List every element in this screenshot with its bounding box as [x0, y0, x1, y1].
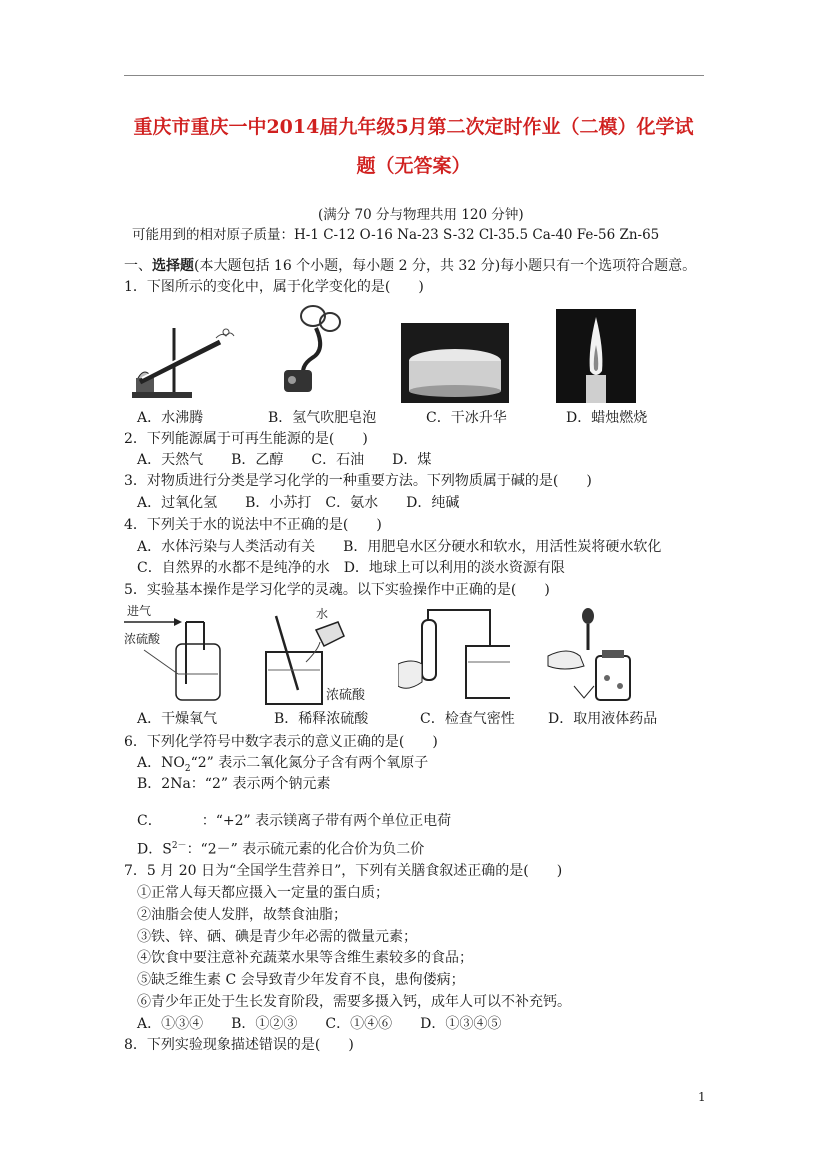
q5-option-c: C．检查气密性 [420, 711, 515, 727]
q5-acid-label: 浓硫酸 [124, 632, 161, 646]
q1-option-a: A．水沸腾 [137, 410, 204, 426]
soap-bubble-apparatus-image [268, 300, 348, 400]
q7-options: A．①③④ B．①②③ C．①④⑥ D．①③④⑤ [137, 1016, 502, 1032]
q7-item-1: ①正常人每天都应摄入一定量的蛋白质； [137, 885, 389, 901]
q4-options-cd: C．自然界的水都不是纯净的水 D．地球上可以利用的淡水资源有限 [137, 560, 565, 576]
q1-option-c: C．干冰升华 [426, 410, 507, 426]
q4-options-ab: A．水体污染与人类活动有关 B．用肥皂水区分硬水和软水，用活性炭将硬水软化 [137, 539, 662, 555]
q7-stem: 7．5 月 20 日为“全国学生营养日”，下列有关膳食叙述正确的是( ) [124, 863, 563, 879]
q3-stem: 3．对物质进行分类是学习化学的一种重要方法。下列物质属于碱的是( ) [124, 473, 592, 489]
q7-item-4: ④饮食中要注意补充蔬菜水果等含维生素较多的食品； [137, 950, 473, 966]
section1-bold: 选择题 [152, 258, 194, 274]
q5-option-d: D．取用液体药品 [548, 711, 658, 727]
q5-option-a: A．干燥氧气 [137, 711, 218, 727]
header-rule [124, 75, 704, 76]
q7-item-3: ③铁、锌、硒、碘是青少年必需的微量元素； [137, 929, 417, 945]
candle-flame-image [556, 309, 636, 403]
q6-option-d: D．$S^{2-}$：“2－” 表示硫元素的化合价为负二价 [137, 841, 425, 858]
q5-acid-label-2: 浓硫酸 [326, 688, 366, 703]
q5-option-b: B．稀释浓硫酸 [274, 711, 369, 727]
q5-stem: 5．实验基本操作是学习化学的灵魂。以下实验操作中正确的是( ) [124, 582, 550, 598]
atomic-masses: 可能用到的相对原子质量：H-1 C-12 O-16 Na-23 S-32 Cl-35.5 Ca-40 Fe-56 Zn-65 [132, 227, 660, 243]
q3-options: A．过氧化氢 B．小苏打 C．氨水 D．纯碱 [137, 495, 460, 511]
q4-stem: 4．下列关于水的说法中不正确的是( ) [124, 517, 382, 533]
dry-ice-image [401, 323, 509, 403]
airtightness-check-image [398, 606, 510, 704]
q2-options: A．天然气 B．乙醇 C．石油 D．煤 [137, 452, 432, 468]
boiling-water-apparatus-image [130, 320, 240, 400]
q2-stem: 2．下列能源属于可再生能源的是( ) [124, 431, 368, 447]
q1-option-b: B．氢气吹肥皂泡 [268, 410, 377, 426]
q1-option-d: D．蜡烛燃烧 [566, 410, 648, 426]
q1-stem: 1．下图所示的变化中，属于化学变化的是( ) [124, 279, 424, 295]
q6-option-b: B．2Na：“2” 表示两个钠元素 [137, 776, 331, 792]
q6-option-c: C． ：“+2” 表示镁离子带有两个单位正电荷 [137, 813, 452, 829]
q7-item-6: ⑥青少年正处于生长发育阶段，需要多摄入钙，成年人可以不补充钙。 [137, 994, 571, 1010]
q8-stem: 8．下列实验现象描述错误的是( ) [124, 1037, 354, 1053]
doc-title-line1: 重庆市重庆一中2014届九年级5月第二次定时作业（二模）化学试 [133, 116, 694, 138]
gas-drying-bottle-image [124, 614, 244, 704]
score-note: (满分 70 分与物理共用 120 分钟) [318, 207, 524, 223]
q5-water-label: 水 [316, 607, 329, 621]
q5-inlet-label: 进气 [127, 604, 152, 618]
section1-heading: 一、选择题(本大题包括 16 个小题，每小题 2 分，共 32 分)每小题只有一个选项符合题意。 [124, 258, 697, 274]
q6-stem: 6．下列化学符号中数字表示的意义正确的是( ) [124, 734, 438, 750]
q7-item-2: ②油脂会使人发胖，故禁食油脂； [137, 907, 347, 923]
q6-option-a: A．$NO_2“2$” 表示二氧化氮分子含有两个氧原子 [137, 755, 429, 774]
dropper-liquid-image [544, 606, 644, 704]
doc-title-line2: 题（无答案） [356, 155, 471, 177]
q7-item-5: ⑤缺乏维生素 C 会导致青少年发育不良，患佝偻病； [137, 972, 465, 988]
page-number: 1 [698, 1090, 706, 1104]
